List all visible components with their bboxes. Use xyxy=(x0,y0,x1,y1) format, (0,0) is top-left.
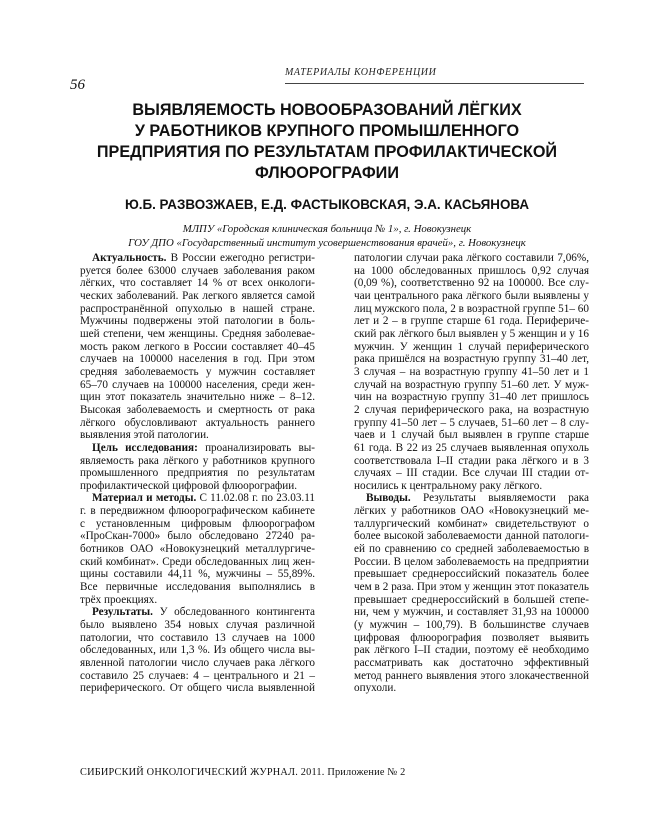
text-line xyxy=(80,353,315,366)
text-line xyxy=(80,480,315,493)
line-text: лиц мужского пола, 2 в возрастной группе 51– 60 xyxy=(354,302,589,315)
text-line xyxy=(80,429,315,442)
text-line xyxy=(354,455,589,468)
line-text: промышленного предприятия по результатам xyxy=(80,467,315,480)
line-text: лёгких, что составляет 14 % от всех онкологи- xyxy=(80,277,315,290)
affiliation: МЛПУ «Городская клиническая больница № 1», г. Новокузнецк xyxy=(182,223,472,235)
text-line xyxy=(80,543,315,556)
title-line: ВЫЯВЛЯЕМОСТЬ НОВООБРАЗОВАНИЙ ЛЁГКИХ xyxy=(132,101,522,119)
line-text: ей по сравнению со средней заболеваемостью в xyxy=(354,543,589,556)
text-line xyxy=(354,315,589,328)
text-line xyxy=(354,366,589,379)
text-line xyxy=(80,568,315,581)
text-line xyxy=(80,442,315,455)
title-line: У РАБОТНИКОВ КРУПНОГО ПРОМЫШЛЕННОГО xyxy=(134,122,520,140)
title-line: ФЛЮОРОГРАФИИ xyxy=(255,164,399,182)
line-text: лёгкого обусловливают актуальность раннего xyxy=(80,416,315,429)
line-text: 65–70 случаев на 100000 населения, среди жен- xyxy=(80,378,315,391)
line-text: распространённой опухолью в нашей стране. xyxy=(80,302,315,315)
line-text: шей степени, чем женщины. Средняя заболевае- xyxy=(80,327,315,340)
text-line xyxy=(354,429,589,442)
text-line xyxy=(80,682,315,695)
text-line xyxy=(80,341,315,354)
line-text: мужчин. У женщин 1 случай периферического xyxy=(354,340,589,353)
line-text: явленной патологии число случаев рака лёгкого xyxy=(80,657,315,669)
text-line xyxy=(354,594,589,607)
text-line xyxy=(80,619,315,632)
text-line xyxy=(80,606,315,619)
line-text: С 11.02.08 г. по 23.03.11 xyxy=(196,492,315,505)
text-line xyxy=(354,265,589,278)
text-line xyxy=(354,556,589,569)
text-line xyxy=(354,417,589,430)
section-heading: Результаты. xyxy=(92,606,153,619)
line-text: группу 41–50 лет – 5 случаев, 51–60 лет – 8 слу- xyxy=(354,416,589,429)
section-heading: Цель исследования: xyxy=(92,441,198,454)
line-text: случаях – III стадии. Все случаи III стадии от- xyxy=(354,467,589,480)
text-line xyxy=(80,594,315,607)
line-text: рака пришёлся на возрастную группу 31–40 лет, xyxy=(354,353,589,366)
text-line xyxy=(354,252,589,265)
text-line xyxy=(80,556,315,569)
line-text: г. в передвижном флюорографическом кабинете xyxy=(80,505,315,518)
text-line xyxy=(80,505,315,518)
line-text: обследованных, или 1,3 %. Из общего числа вы- xyxy=(80,644,315,657)
text-line xyxy=(80,315,315,328)
text-line xyxy=(80,492,315,505)
text-line xyxy=(354,682,589,695)
line-text: патологии случаи рака лёгкого составили 7,06%, xyxy=(354,252,589,264)
line-text: рак лёгкого I–II стадии, поэтому её необходимо xyxy=(354,644,589,657)
text-line xyxy=(80,455,315,468)
text-line xyxy=(80,391,315,404)
line-text: метод раннего выявления этого злокачественной xyxy=(354,669,589,682)
text-line xyxy=(354,619,589,632)
text-line xyxy=(80,670,315,683)
text-line xyxy=(80,404,315,417)
line-text: Все первичные исследования выполнялись в xyxy=(80,581,315,594)
line-text: периферического. От общего числа выявленной xyxy=(80,682,315,695)
line-text: опухоли. xyxy=(354,682,397,695)
line-text: мость раком легкого в России составляет 40–45 xyxy=(80,340,315,353)
line-text: ский рак лёгкого был выявлен у 5 женщин и у 16 xyxy=(354,327,589,340)
line-text: Высокая заболеваемость и смертность от рака xyxy=(80,403,315,416)
line-text: профилактической цифровой флюорографии. xyxy=(80,479,298,492)
text-line xyxy=(80,379,315,392)
line-text: ботников ОАО «Новокузнецкий металлургиче- xyxy=(80,543,315,556)
text-line xyxy=(80,581,315,594)
text-line xyxy=(354,644,589,657)
text-line xyxy=(354,290,589,303)
line-text: ский комбинат». Среди обследованных лиц жен- xyxy=(80,555,315,568)
line-text: патологии, что составило 13 случаев на 1000 xyxy=(80,631,315,644)
text-line xyxy=(80,644,315,657)
text-line xyxy=(80,518,315,531)
section-label: МАТЕРИАЛЫ КОНФЕРЕНЦИИ xyxy=(285,67,437,78)
line-text: лет и 2 – в группе старше 61 года. Перифериче- xyxy=(354,315,589,328)
text-line xyxy=(80,366,315,379)
text-line xyxy=(80,530,315,543)
text-line xyxy=(80,290,315,303)
text-line xyxy=(354,657,589,670)
text-line xyxy=(354,404,589,417)
text-line xyxy=(354,568,589,581)
line-text: чем в 2 раза. При этом у женщин этот показатель xyxy=(354,581,589,594)
journal-footer: СИБИРСКИЙ ОНКОЛОГИЧЕСКИЙ ЖУРНАЛ. 2011. Приложение № 2 xyxy=(80,767,406,778)
line-text: лёгких у работников ОАО «Новокузнецкий ме- xyxy=(354,505,589,518)
text-line xyxy=(354,492,589,505)
text-line xyxy=(354,505,589,518)
line-text: было выявлено 354 новых случая различной xyxy=(80,619,315,632)
line-text: (0,09 %), соответственно 92 на 100000. Все слу- xyxy=(354,277,589,290)
line-text: 2 случая периферического рака, на возрастную xyxy=(354,403,589,416)
line-text: России. В целом заболеваемость на предприятии xyxy=(354,555,589,568)
line-text: превышает среднероссийский показатель более xyxy=(354,568,589,581)
text-line xyxy=(80,277,315,290)
line-text: трёх проекциях. xyxy=(80,593,158,606)
line-text: таллургический комбинат» свидетельствуют о xyxy=(354,517,589,530)
line-text: носились к центральному раку лёгкого. xyxy=(354,479,543,492)
line-text: «ПроСкан-7000» было обследовано 27240 ра- xyxy=(80,530,315,543)
line-text: щины составили 44,11 %, мужчины – 55,89%. xyxy=(80,568,315,581)
line-text: проанализировать вы- xyxy=(197,441,315,454)
text-line xyxy=(354,670,589,683)
line-text: У обследованного контингента xyxy=(152,606,315,619)
authors: Ю.Б. РАЗВОЗЖАЕВ, Е.Д. ФАСТЫКОВСКАЯ, Э.А. КАСЬЯНОВА xyxy=(124,197,530,212)
title-line: ПРЕДПРИЯТИЯ ПО РЕЗУЛЬТАТАМ ПРОФИЛАКТИЧЕСКОЙ xyxy=(96,143,558,161)
line-text: составило 25 случаев: 4 – центрального и 21 – xyxy=(80,669,315,682)
text-line xyxy=(354,303,589,316)
text-line xyxy=(80,417,315,430)
section-heading: Материал и методы. xyxy=(92,492,197,505)
text-line xyxy=(80,632,315,645)
text-line xyxy=(354,353,589,366)
text-line xyxy=(354,277,589,290)
line-text: 3 случая – на возрастную группу 41–50 лет и 1 xyxy=(354,365,589,378)
line-text: случаев на 100000 населения в год. При этом xyxy=(80,353,315,366)
article-title xyxy=(70,100,584,184)
right-column xyxy=(354,252,589,695)
line-text: 61 года. В 22 из 25 случаев выявленная опухоль xyxy=(354,441,589,454)
line-text: на 1000 обследованных пришлось 0,92 случая xyxy=(354,264,589,277)
line-text: чаи центрального рака лёгкого были выявлены у xyxy=(354,289,589,302)
text-line xyxy=(80,252,315,265)
line-text: ческих заболеваний. Рак легкого является самой xyxy=(80,289,315,302)
page-number: 56 xyxy=(70,77,85,93)
line-text: (у мужчин – 100,79). В большинстве случаев xyxy=(354,619,589,632)
line-text: Результаты выявляемости рака xyxy=(410,492,589,505)
left-column xyxy=(80,252,315,695)
text-line xyxy=(354,328,589,341)
text-line xyxy=(80,265,315,278)
text-line xyxy=(354,518,589,531)
line-text: Мужчины подвержены этой патологии в боль- xyxy=(80,315,315,328)
section-heading: Выводы. xyxy=(366,492,411,505)
line-text: выявления этой патологии. xyxy=(80,429,209,442)
header-rule xyxy=(285,83,584,84)
text-line xyxy=(354,391,589,404)
line-text: с установленным цифровым флюорографом xyxy=(80,517,315,530)
text-line xyxy=(354,467,589,480)
text-line xyxy=(80,328,315,341)
line-text: ни, чем у мужчин, и составляет 31,93 на 100000 xyxy=(354,606,589,619)
line-text: случай на возрастную группу 51–60 лет. У муж- xyxy=(354,378,589,391)
text-line xyxy=(354,530,589,543)
text-line xyxy=(354,480,589,493)
line-text: щин этот показатель значительно ниже – 8–12. xyxy=(80,391,315,404)
affiliation: ГОУ ДПО «Государственный институт усовершенствования врачей», г. Новокузнецк xyxy=(128,237,526,249)
text-line xyxy=(80,467,315,480)
text-line xyxy=(354,341,589,354)
line-text: В России ежегодно регистри- xyxy=(166,252,315,264)
line-text: чин на возрастную группу 31–40 лет пришлось xyxy=(354,391,589,404)
line-text: цифровая флюорография позволяет выявить xyxy=(354,631,589,644)
text-line xyxy=(354,606,589,619)
text-line xyxy=(80,657,315,670)
text-line xyxy=(80,303,315,316)
text-line xyxy=(354,581,589,594)
text-line xyxy=(354,442,589,455)
line-text: чаев и 1 случай был выявлен в группе старше xyxy=(354,429,589,442)
line-text: руется более 63000 случаев заболевания раком xyxy=(80,264,315,277)
text-line xyxy=(354,543,589,556)
line-text: превышает среднероссийский в большей степе- xyxy=(354,593,589,606)
line-text: соответствовала I–II стадии рака лёгкого и в 3 xyxy=(354,454,589,467)
line-text: более высокой заболеваемости данной патологи- xyxy=(354,530,589,543)
line-text: рассматривать как достаточно эффективный xyxy=(354,657,589,669)
section-heading: Актуальность. xyxy=(92,252,167,264)
line-text: средняя заболеваемость у мужчин составляет xyxy=(80,365,315,378)
text-line xyxy=(354,379,589,392)
text-line xyxy=(354,632,589,645)
line-text: являемость рака лёгкого у работников крупного xyxy=(80,454,315,467)
